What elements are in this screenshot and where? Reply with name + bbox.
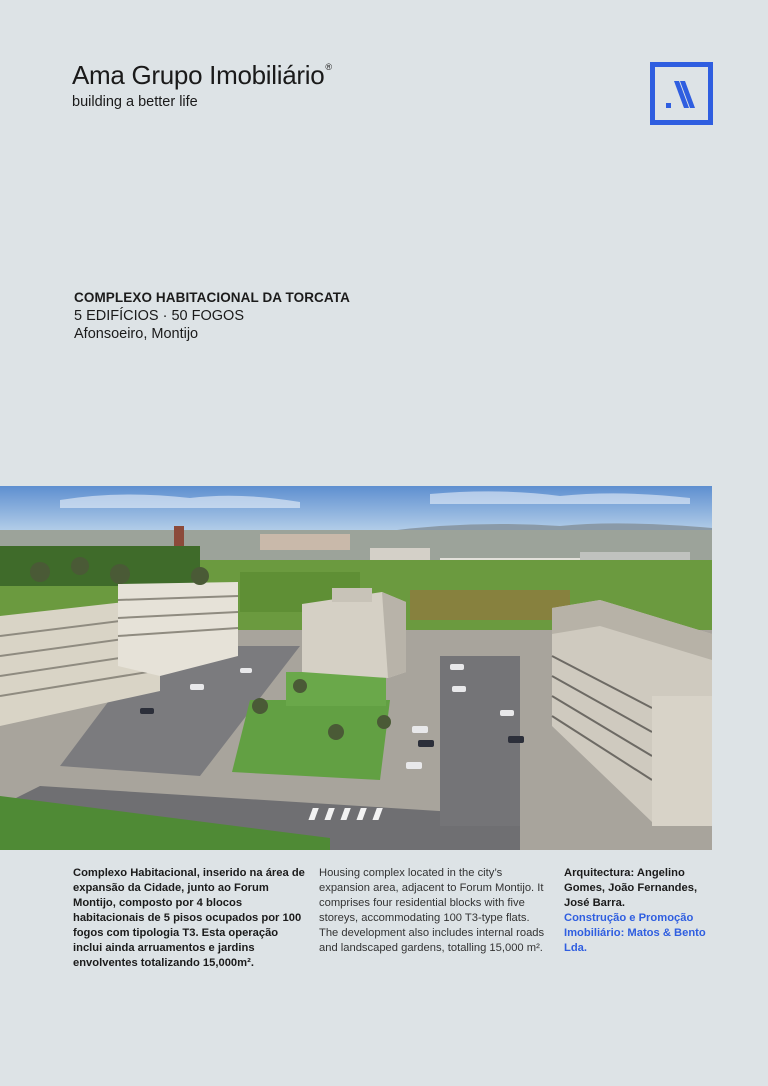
- registered-mark: ®: [325, 62, 332, 72]
- brand-tagline: building a better life: [72, 94, 198, 110]
- project-subtitle: 5 EDIFÍCIOS · 50 FOGOS: [74, 308, 245, 324]
- aerial-photo: [0, 486, 712, 850]
- project-credits: [564, 866, 714, 956]
- project-title: COMPLEXO HABITACIONAL DA TORCATA: [74, 290, 350, 305]
- monogram-glyph: [655, 67, 708, 120]
- architecture-credit: Arquitectura: Angelino Gomes, João Fernandes, José Barra.: [564, 867, 698, 909]
- brand-name: [72, 60, 332, 91]
- brand-header: [72, 60, 332, 110]
- description-portuguese: Complexo Habitacional, inserido na área de expansão da Cidade, junto ao Forum Montijo, composto por 4 blocos habitacionais de 5 pisos ocupados por 100 fogos com tipologia T3. Esta operação inclui ainda arruamentos e jardins envolventes totalizando 15,000m².: [73, 867, 305, 969]
- project-info: [74, 290, 350, 342]
- construction-credit: Construção e Promoção Imobiliário: Matos & Bento Lda.: [564, 912, 706, 954]
- description-english: Housing complex located in the city’s expansion area, adjacent to Forum Montijo. It comprises four residential blocks with five storeys, accommodating 100 T3-type flats. The development also includes internal roads and landscaped gardens, totalling 15,000 m².: [319, 867, 545, 954]
- project-location: Afonsoeiro, Montijo: [74, 326, 199, 342]
- ama-monogram-icon: [650, 62, 713, 125]
- brand-name-text: Ama Grupo Imobiliário: [72, 60, 325, 90]
